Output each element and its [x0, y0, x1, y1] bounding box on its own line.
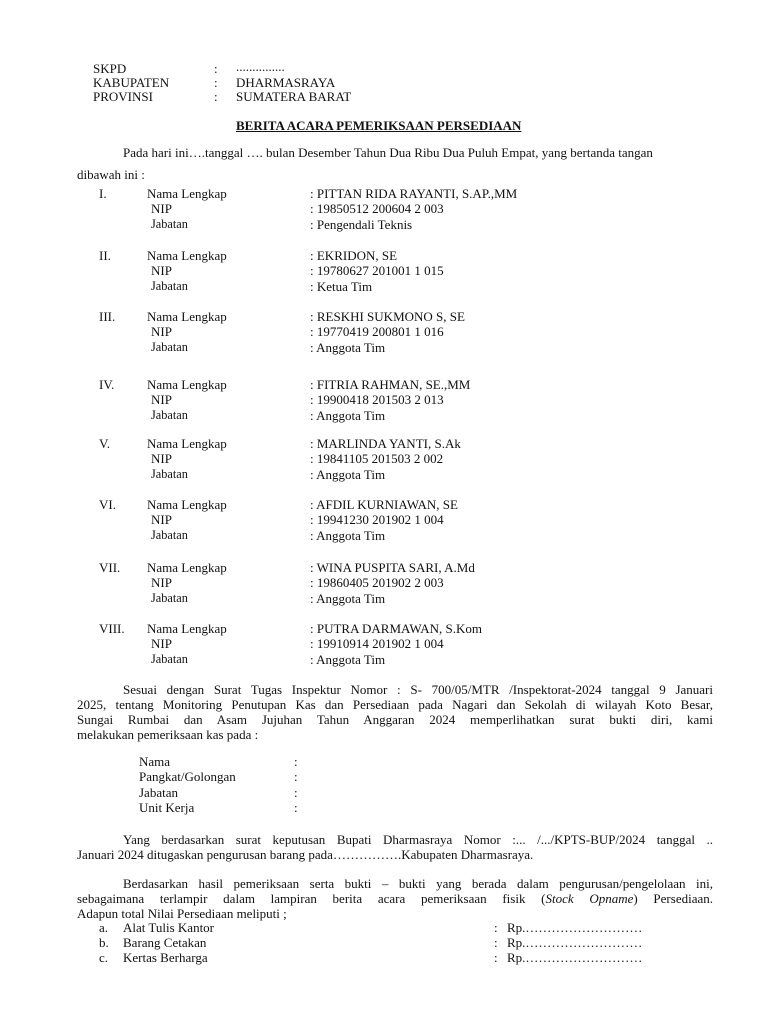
- paragraph-line: Berdasarkan hasil pemeriksaan serta bukti – bukti yang berada dalam pengurusan/pengelolaan ini,: [123, 876, 713, 891]
- intro-line-1: Pada hari ini….tanggal …. bulan Desember Tahun Dua Ribu Dua Puluh Empat, yang bertanda tangan: [123, 145, 653, 160]
- member-name: : PITTAN RIDA RAYANTI, S.AP.,MM: [310, 186, 518, 201]
- field-label-pangkat: Pangkat/Golongan: [139, 769, 236, 784]
- member-number: VIII.: [99, 621, 125, 636]
- member-number: I.: [99, 186, 107, 201]
- total-letter: c.: [99, 950, 109, 965]
- total-label-kertas: Kertas Berharga: [123, 950, 208, 965]
- total-letter: a.: [99, 920, 109, 935]
- total-sep: :: [494, 920, 498, 935]
- header-value-kabupaten: DHARMASRAYA: [236, 75, 336, 90]
- member-number: V.: [99, 436, 110, 451]
- member-position: : Anggota Tim: [310, 528, 386, 543]
- member-name: : WINA PUSPITA SARI, A.Md: [310, 560, 475, 575]
- paragraph-line: Sungai Rumbai dan Asam Jujuhan Tahun Anggaran 2024 memperlihatkan surat bukti diri, kami: [77, 712, 713, 727]
- member-nip: : 19910914 201902 1 004: [310, 636, 444, 651]
- total-letter: b.: [99, 935, 109, 950]
- paragraph-line: Januari 2024 ditugaskan pengurusan barang pada…………….Kabupaten Dharmasraya.: [77, 847, 534, 862]
- total-value-atk: Rp.………………………: [507, 920, 643, 935]
- member-label-nip: NIP: [151, 451, 172, 466]
- member-number: IV.: [99, 377, 115, 392]
- member-number: VII.: [99, 560, 121, 575]
- member-label-position: Jabatan: [151, 408, 188, 422]
- total-label-atk: Alat Tulis Kantor: [123, 920, 215, 935]
- member-position: : Anggota Tim: [310, 652, 386, 667]
- field-label-unit-kerja: Unit Kerja: [139, 800, 195, 815]
- member-label-name: Nama Lengkap: [147, 436, 227, 451]
- member-nip: : 19860405 201902 2 003: [310, 575, 444, 590]
- header-sep: :: [214, 75, 218, 90]
- member-nip: : 19941230 201902 1 004: [310, 512, 444, 527]
- text-run: ) Persediaan.: [633, 891, 713, 906]
- total-sep: :: [494, 950, 498, 965]
- member-label-nip: NIP: [151, 392, 172, 407]
- member-name: : PUTRA DARMAWAN, S.Kom: [310, 621, 482, 636]
- paragraph-line: Sesuai dengan Surat Tugas Inspektur Nomor : S- 700/05/MTR /Inspektorat-2024 tanggal 9 Januari: [123, 682, 713, 697]
- member-label-nip: NIP: [151, 324, 172, 339]
- field-sep: :: [294, 800, 298, 815]
- member-label-name: Nama Lengkap: [147, 377, 227, 392]
- member-position: : Anggota Tim: [310, 408, 386, 423]
- total-value-kertas: Rp.………………………: [507, 950, 643, 965]
- header-sep: :: [214, 61, 218, 76]
- header-sep: :: [214, 89, 218, 104]
- header-value-skpd: ...............: [236, 59, 285, 74]
- member-nip: : 19780627 201001 1 015: [310, 263, 444, 278]
- member-nip: : 19770419 200801 1 016: [310, 324, 444, 339]
- member-label-position: Jabatan: [151, 340, 188, 354]
- member-name: : AFDIL KURNIAWAN, SE: [310, 497, 458, 512]
- header-label-kabupaten: KABUPATEN: [93, 75, 170, 90]
- member-label-name: Nama Lengkap: [147, 497, 227, 512]
- paragraph-line: 2025, tentang Monitoring Penutupan Kas dan Persediaan pada Nagari dan Sekolah di wilayah Koto Besar,: [77, 697, 713, 712]
- member-position: : Pengendali Teknis: [310, 217, 413, 232]
- member-label-nip: NIP: [151, 575, 172, 590]
- total-value-cetakan: Rp.………………………: [507, 935, 643, 950]
- member-number: VI.: [99, 497, 116, 512]
- member-name: : RESKHI SUKMONO S, SE: [310, 309, 465, 324]
- stock-opname-term: Stock Opname: [545, 891, 634, 906]
- member-name: : FITRIA RAHMAN, SE.,MM: [310, 377, 471, 392]
- member-label-name: Nama Lengkap: [147, 560, 227, 575]
- member-nip: : 19850512 200604 2 003: [310, 201, 444, 216]
- member-name: : EKRIDON, SE: [310, 248, 398, 263]
- document-title: BERITA ACARA PEMERIKSAAN PERSEDIAAN: [236, 118, 522, 133]
- field-sep: :: [294, 754, 298, 769]
- member-label-nip: NIP: [151, 201, 172, 216]
- member-label-position: Jabatan: [151, 467, 188, 481]
- header-label-provinsi: PROVINSI: [93, 89, 153, 104]
- member-nip: : 19841105 201503 2 002: [310, 451, 444, 466]
- member-position: : Ketua Tim: [310, 279, 373, 294]
- member-number: III.: [99, 309, 116, 324]
- paragraph-line: [77, 891, 713, 906]
- paragraph-assignment: [77, 682, 713, 742]
- member-label-name: Nama Lengkap: [147, 309, 227, 324]
- header-label-skpd: SKPD: [93, 61, 127, 76]
- header-value-provinsi: SUMATERA BARAT: [236, 89, 352, 104]
- paragraph-line: Yang berdasarkan surat keputusan Bupati Dharmasraya Nomor :... /.../KPTS-BUP/2024 tanggal ..: [123, 832, 713, 847]
- member-label-name: Nama Lengkap: [147, 186, 227, 201]
- member-label-nip: NIP: [151, 636, 172, 651]
- member-label-position: Jabatan: [151, 591, 188, 605]
- member-nip: : 19900418 201503 2 013: [310, 392, 444, 407]
- member-label-position: Jabatan: [151, 528, 188, 542]
- member-position: : Anggota Tim: [310, 467, 386, 482]
- member-label-position: Jabatan: [151, 652, 188, 666]
- field-sep: :: [294, 785, 298, 800]
- member-label-position: Jabatan: [151, 279, 188, 293]
- member-label-nip: NIP: [151, 512, 172, 527]
- paragraph-line: melakukan pemeriksaan kas pada :: [77, 727, 259, 742]
- field-label-jabatan: Jabatan: [139, 785, 178, 800]
- paragraph-line: Adapun total Nilai Persediaan meliputi ;: [77, 906, 287, 921]
- paragraph-results: [77, 876, 713, 921]
- member-label-name: Nama Lengkap: [147, 248, 227, 263]
- total-label-cetakan: Barang Cetakan: [123, 935, 207, 950]
- member-number: II.: [99, 248, 111, 263]
- member-position: : Anggota Tim: [310, 340, 386, 355]
- intro-line-2: dibawah ini :: [77, 167, 145, 182]
- member-label-nip: NIP: [151, 263, 172, 278]
- paragraph-decree: [77, 832, 713, 862]
- total-sep: :: [494, 935, 498, 950]
- member-position: : Anggota Tim: [310, 591, 386, 606]
- field-label-nama: Nama: [139, 754, 171, 769]
- member-name: : MARLINDA YANTI, S.Ak: [310, 436, 461, 451]
- field-sep: :: [294, 769, 298, 784]
- member-label-position: Jabatan: [151, 217, 188, 231]
- member-label-name: Nama Lengkap: [147, 621, 227, 636]
- text-run: sebagaimana terlampir dalam lampiran berita acara pemeriksaan fisik (: [77, 891, 546, 906]
